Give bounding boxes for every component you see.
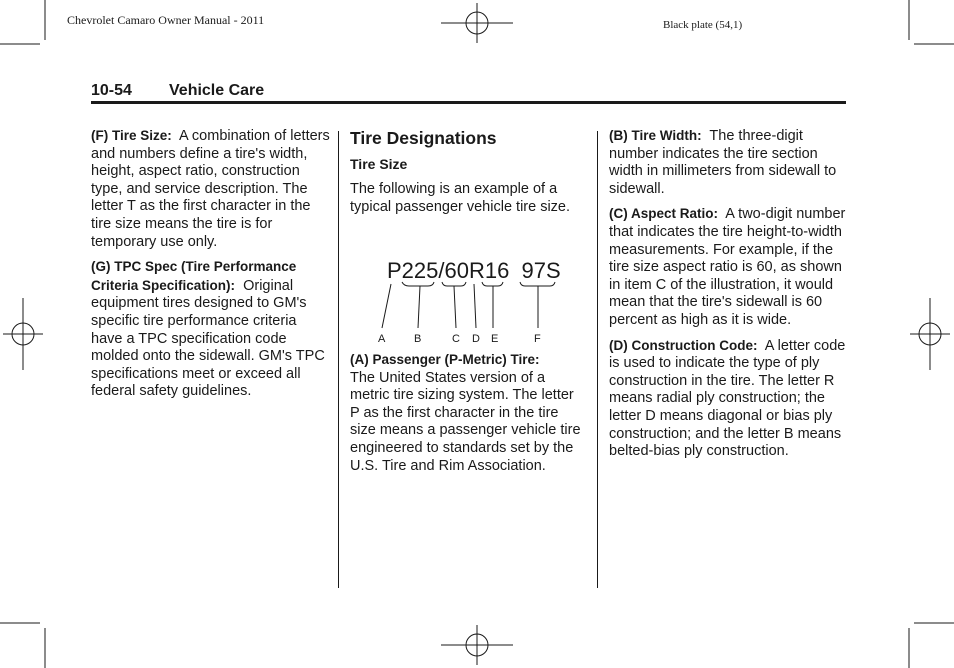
letter-b: B xyxy=(414,333,422,345)
paragraph-tire-width xyxy=(609,127,849,198)
registration-mark-left xyxy=(3,298,43,370)
pointer-c xyxy=(454,286,456,328)
column-middle-lower xyxy=(350,351,585,482)
text-f: A combination of letters and numbers define a tire's width, height, aspect ratio, construction type, and service description. The letter T as the first character in the tire size means the tire is for temporary use only. xyxy=(91,128,330,250)
paragraph-passenger-tire xyxy=(350,351,585,475)
pointer-b xyxy=(418,286,420,328)
text-c: A two-digit number that indicates the tire height-to-width measurements. For example, if the tire size aspect ratio is 60, as shown in item C of the illustration, it would mean that the tire's sidewall is 60 percent as high as it is wide. xyxy=(609,206,846,328)
plate-label: Black plate (54,1) xyxy=(663,19,743,31)
section-header xyxy=(91,82,264,100)
registration-mark-right xyxy=(910,298,950,370)
label-b: (B) Tire Width: xyxy=(609,128,702,143)
paragraph-construction-code xyxy=(609,337,849,461)
paragraph-tire-size xyxy=(91,127,331,251)
pointer-d xyxy=(474,284,476,328)
column-right xyxy=(609,127,849,468)
page-number: 10-54 xyxy=(91,82,132,99)
text-a: The United States version of a metric tire sizing system. The letter P as the first character in the tire size means a passenger vehicle tire engineered to standards set by the U.S. Tire and Rim Association. xyxy=(350,369,581,474)
heading-tire-designations: Tire Designations xyxy=(350,128,497,148)
registration-mark-bottom xyxy=(441,625,513,665)
label-d: (D) Construction Code: xyxy=(609,337,758,353)
letter-e: E xyxy=(491,333,499,345)
tire-size-figure xyxy=(370,255,570,347)
section-title: Vehicle Care xyxy=(169,82,265,99)
header-rule xyxy=(91,101,846,104)
letter-f: F xyxy=(534,333,541,345)
text-g: Original equipment tires designed to GM's specific tire performance criteria have a TPC specification code molded onto the sidewall. GM's TPC specifications meet or exceed all federal safety guidelines. xyxy=(91,277,325,400)
column-middle xyxy=(350,127,585,223)
label-c: (C) Aspect Ratio: xyxy=(609,206,719,222)
text-d: A letter code is used to indicate the type of ply construction in the tire. The letter R means radial ply construction; the letter D means diagonal or bias ply construction; and the letter B means belted-bias ply construction. xyxy=(609,337,846,460)
column-left xyxy=(91,127,331,408)
pointer-a xyxy=(382,284,391,328)
subheading-tire-size: Tire Size xyxy=(350,156,408,172)
label-a: (A) Passenger (P-Metric) Tire: xyxy=(350,352,540,367)
letter-a: A xyxy=(378,333,386,345)
manual-title: Chevrolet Camaro Owner Manual - 2011 xyxy=(67,13,265,27)
letter-c: C xyxy=(452,333,460,345)
tire-code: P225/60R16 97S xyxy=(387,258,561,283)
column-divider-1 xyxy=(338,131,339,588)
text-b: The three-digit number indicates the tire section width in millimeters from sidewall to sidewall. xyxy=(609,128,837,197)
paragraph-intro: The following is an example of a typical passenger vehicle tire size. xyxy=(350,181,571,215)
registration-mark-top xyxy=(441,3,513,43)
paragraph-tpc-spec xyxy=(91,258,331,401)
label-f: (F) Tire Size: xyxy=(91,128,172,143)
label-g: (G) TPC Spec (Tire Performance Criteria Specification): xyxy=(91,259,297,293)
paragraph-aspect-ratio xyxy=(609,205,849,329)
letter-d: D xyxy=(472,333,480,345)
column-divider-2 xyxy=(597,131,598,588)
